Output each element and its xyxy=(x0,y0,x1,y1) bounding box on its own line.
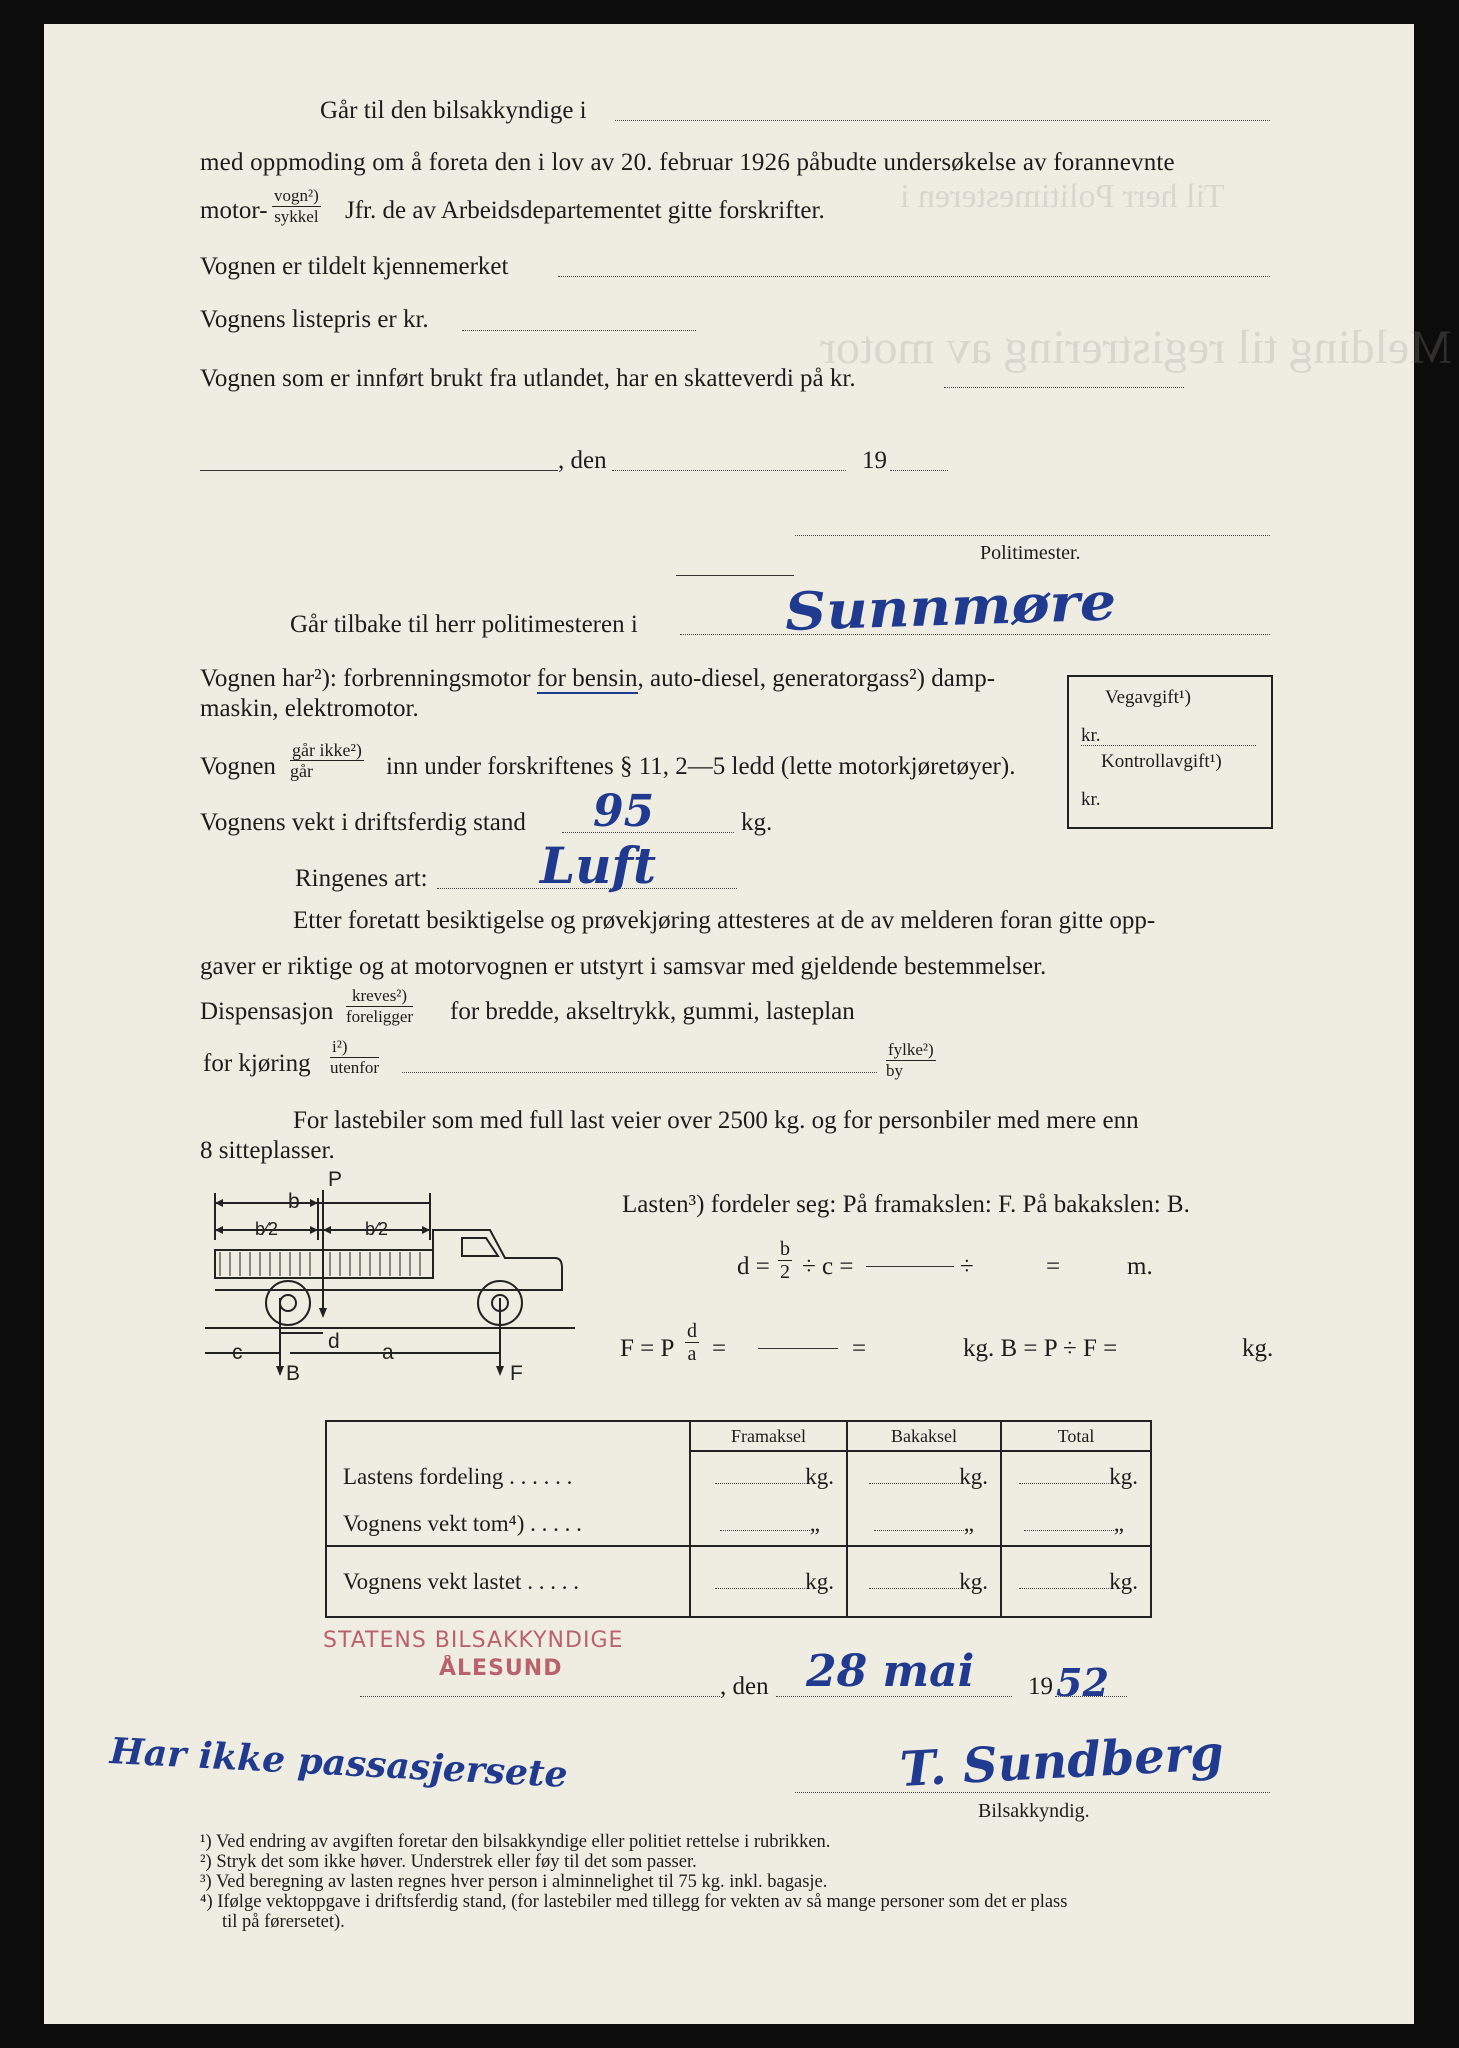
formula-f-left: F = P xyxy=(620,1335,675,1362)
year-field[interactable] xyxy=(890,470,948,471)
attest-line2: gaver er riktige og at motorvognen er utstyrt i samsvar med gjeldende bestemmelser. xyxy=(200,953,1047,980)
row-label: Lastens fordeling . . . . . . xyxy=(343,1463,573,1489)
header-framaksel: Framaksel xyxy=(690,1421,847,1451)
footnote-1: ¹) Ved endring av avgiften foretar den bilsakkyndige eller politiet rettelse i rubrikken. xyxy=(200,1832,831,1852)
vekt-handwritten: 95 xyxy=(593,786,655,837)
diagram-label-b: b xyxy=(288,1190,300,1213)
gar-fraction: går ikke²) går xyxy=(290,740,362,781)
vegavgift-kr-label: kr. xyxy=(1081,725,1101,746)
formula-f-rest: kg. B = P ÷ F = xyxy=(963,1335,1118,1362)
header-total: Total xyxy=(1001,1421,1151,1451)
date-year-handwritten: 52 xyxy=(1056,1660,1109,1705)
kontrollavgift-label: Kontrollavgift¹) xyxy=(1101,751,1222,772)
formula-d-unit: m. xyxy=(1127,1253,1153,1280)
date-handwritten: 28 mai xyxy=(806,1646,975,1697)
formula-f-unit: kg. xyxy=(1242,1335,1274,1362)
den-label: , den xyxy=(558,447,607,474)
table-row xyxy=(326,1502,1151,1546)
row-label: Vognens vekt lastet . . . . . xyxy=(343,1568,579,1594)
date-den-label: , den xyxy=(720,1673,769,1700)
cell-framaksel[interactable]: „ xyxy=(690,1502,847,1546)
motor-fraction: vogn²) sykkel xyxy=(274,186,319,226)
header-bakaksel: Bakaksel xyxy=(847,1421,1001,1451)
motor-rest: Jfr. de av Arbeidsdepartementet gitte forskrifter. xyxy=(345,197,825,224)
vognen-har-line2: maskin, elektromotor. xyxy=(200,695,419,722)
formula-d-fraction: $\frac{b}{2}$ xyxy=(780,1238,790,1283)
kjoring-fraction: i²) utenfor xyxy=(330,1037,380,1077)
motor-label: motor- xyxy=(200,197,268,224)
kontrollavgift-kr-label: kr. xyxy=(1081,789,1101,810)
official-stamp xyxy=(323,1627,643,1683)
short-rule xyxy=(676,575,794,576)
listepris-label: Vognens listepris er kr. xyxy=(200,306,429,333)
vegavgift-label: Vegavgift¹) xyxy=(1105,687,1191,708)
footnote-4-cont: til på førersetet). xyxy=(222,1912,345,1932)
diagram-label-f: F xyxy=(510,1362,523,1383)
formula-d-minus: ÷ xyxy=(960,1253,974,1280)
cell-total[interactable]: kg. xyxy=(1001,1546,1151,1617)
cell-total[interactable]: kg. xyxy=(1001,1451,1151,1502)
cell-framaksel[interactable]: kg. xyxy=(690,1546,847,1617)
ringer-label: Ringenes art: xyxy=(295,865,428,892)
laste-line2: 8 sitteplasser. xyxy=(200,1137,335,1164)
date-year-field[interactable] xyxy=(1055,1696,1127,1697)
kjennemerke-label: Vognen er tildelt kjennemerket xyxy=(200,253,509,280)
axle-load-diagram xyxy=(200,1168,580,1383)
diagram-label-c: c xyxy=(232,1341,243,1364)
formula-f-eq2: = xyxy=(852,1335,867,1362)
margin-note-handwritten: Har ikke passasjersete xyxy=(108,1730,569,1796)
gar-rest: inn under forskriftenes § 11, 2—5 ledd (lette motorkjøretøyer). xyxy=(386,753,1016,780)
kjennemerke-field[interactable] xyxy=(558,276,1270,277)
table-row xyxy=(326,1451,1151,1502)
disp-rest: for bredde, akseltrykk, gummi, lasteplan xyxy=(450,998,855,1025)
formula-f-fraction: $\frac{d}{a}$ xyxy=(687,1320,697,1365)
table-row xyxy=(326,1546,1151,1617)
kjoring-field[interactable] xyxy=(402,1072,877,1073)
formula-d-mid: ÷ c = xyxy=(802,1253,854,1280)
row-label: Vognens vekt tom⁴) . . . . . xyxy=(326,1502,690,1546)
bensin-underlined: for bensin xyxy=(536,665,638,692)
disp-fraction: kreves²) foreligger xyxy=(346,986,414,1026)
cell-bakaksel[interactable]: kg. xyxy=(847,1546,1001,1617)
skatteverdi-field[interactable] xyxy=(944,387,1184,388)
bilsakkyndige-label: Går til den bilsakkyndige i xyxy=(320,97,587,124)
cell-framaksel[interactable]: kg. xyxy=(690,1451,847,1502)
fordeling-text: Lasten³) fordeler seg: På framakslen: F. På bakakslen: B. xyxy=(622,1191,1190,1218)
bilsakkyndige-field[interactable] xyxy=(615,120,1270,121)
formula-f-eq1: = xyxy=(712,1335,727,1362)
diagram-label-bb: B xyxy=(286,1362,301,1383)
diagram-label-b2-left: b⁄2 xyxy=(255,1219,279,1239)
formula-d-field1[interactable] xyxy=(866,1266,954,1267)
footnote-3: ³) Ved beregning av lasten regnes hver person i alminnelighet til 75 kg. inkl. bagasje. xyxy=(200,1872,828,1892)
tilbake-handwritten: Sunnmøre xyxy=(783,571,1118,643)
place-field[interactable] xyxy=(200,470,558,471)
skatteverdi-label: Vognen som er innført brukt fra utlandet, har en skatteverdi på kr. xyxy=(200,365,856,392)
kjoring-label: for kjøring xyxy=(203,1050,311,1077)
cell-total[interactable]: „ xyxy=(1001,1502,1151,1546)
bleed-through-title: Melding til registrering av motor xyxy=(820,321,1452,374)
load-table xyxy=(325,1420,1152,1618)
diagram-label-p: P xyxy=(328,1168,343,1191)
cell-bakaksel[interactable]: kg. xyxy=(847,1451,1001,1502)
tilbake-label: Går tilbake til herr politimesteren i xyxy=(290,611,638,638)
politimester-label: Politimester. xyxy=(980,542,1081,564)
fylke-fraction: fylke²) by xyxy=(886,1040,934,1080)
diagram-label-b2-right: b⁄2 xyxy=(365,1219,389,1239)
politimester-signature-line xyxy=(795,535,1270,536)
vekt-label: Vognens vekt i driftsferdig stand xyxy=(200,809,526,836)
vegavgift-field[interactable] xyxy=(1081,745,1256,746)
fee-box xyxy=(1067,675,1273,829)
formula-d-eq: = xyxy=(1046,1253,1061,1280)
footnote-4: ⁴) Ifølge vektoppgave i driftsferdig stand, (for lastebiler med tillegg for vekten av så mange personer som det er plass xyxy=(200,1892,1068,1912)
laste-line1: For lastebiler som med full last veier over 2500 kg. og for personbiler med mere enn xyxy=(293,1107,1139,1134)
oppmoding-text: med oppmoding om å foreta den i lov av 20. februar 1926 påbudte undersøkelse av forannevnte xyxy=(200,149,1175,176)
bilsakkyndig-signature-line xyxy=(795,1792,1270,1793)
cell-bakaksel[interactable]: „ xyxy=(847,1502,1001,1546)
disp-label: Dispensasjon xyxy=(200,998,334,1025)
listepris-field[interactable] xyxy=(462,330,696,331)
stamp-line1: STATENS BILSAKKYNDIGE xyxy=(323,1628,624,1653)
ringer-handwritten: Luft xyxy=(540,836,657,895)
gar-label: Vognen xyxy=(200,753,276,780)
attest-line1: Etter foretatt besiktigelse og prøvekjøring attesteres at de av melderen foran gitte opp- xyxy=(293,907,1156,934)
vognen-har-line1: Vognen har²): forbrenningsmotor for bensin, auto-diesel, generatorgass²) damp- xyxy=(200,665,996,692)
bilsakkyndig-signature: T. Sundberg xyxy=(898,1725,1225,1798)
formula-d-left: d = xyxy=(737,1253,770,1280)
formula-f-field[interactable] xyxy=(758,1348,838,1349)
date-field[interactable] xyxy=(612,470,846,471)
bilsakkyndig-label: Bilsakkyndig. xyxy=(978,1800,1090,1822)
vekt-unit: kg. xyxy=(741,809,773,836)
footnote-2: ²) Stryk det som ikke høver. Understrek eller føy til det som passer. xyxy=(200,1852,697,1872)
diagram-label-a: a xyxy=(382,1341,394,1364)
date-year-prefix: 19 xyxy=(1028,1673,1053,1700)
stamp-place-field[interactable] xyxy=(360,1696,720,1697)
diagram-label-d: d xyxy=(328,1330,340,1353)
year-prefix: 19 xyxy=(862,447,887,474)
bleed-through-heading: Til herr Politimesteren i xyxy=(900,178,1225,215)
stamp-line2: ÅLESUND xyxy=(439,1656,563,1681)
